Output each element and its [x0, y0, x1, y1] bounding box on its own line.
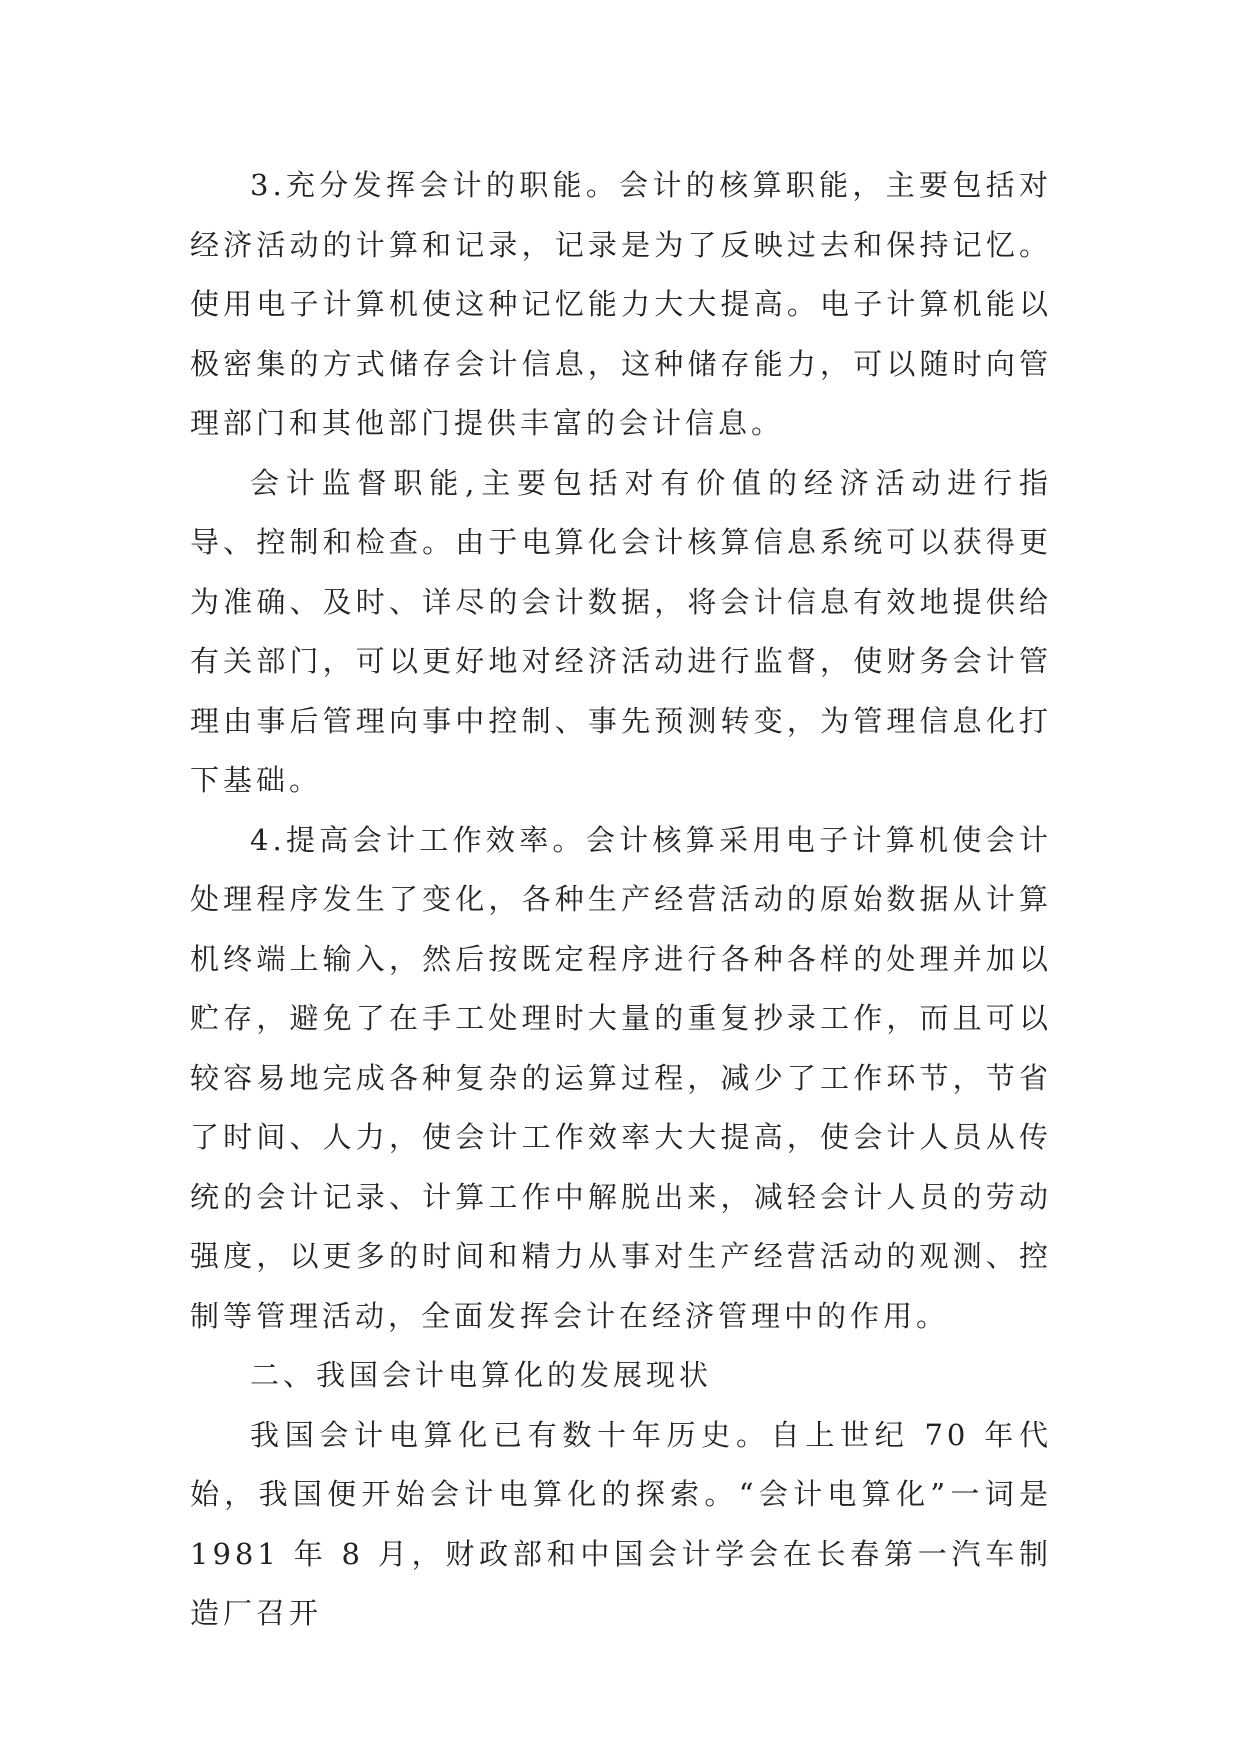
document-body: [190, 156, 1052, 1644]
paragraph-supervision-function: 会计监督职能,主要包括对有价值的经济活动进行指导、控制和检查。由于电算化会计核算信息系统可以获得更为准确、及时、详尽的会计数据，将会计信息有效地提供给有关部门，可以更好地对经济活动进行监督，使财务会计管理由事后管理向事中控制、事先预测转变，为管理信息化打下基础。: [190, 465, 1052, 797]
paragraph-work-efficiency: 4.提高会计工作效率。会计核算采用电子计算机使会计处理程序发生了变化，各种生产经营活动的原始数据从计算机终端上输入，然后按既定程序进行各种各样的处理并加以贮存，避免了在手工处理时大量的重复抄录工作，而且可以较容易地完成各种复杂的运算过程，减少了工作环节，节省了时间、人力，使会计工作效率大大提高，使会计人员从传统的会计记录、计算工作中解脱出来，减轻会计人员的劳动强度，以更多的时间和精力从事对生产经营活动的观测、控制等管理活动，全面发挥会计在经济管理中的作用。: [190, 822, 1052, 1333]
section-heading: 二、我国会计电算化的发展现状: [250, 1358, 713, 1392]
paragraph-accounting-functions: 3.充分发挥会计的职能。会计的核算职能，主要包括对经济活动的计算和记录，记录是为了反映过去和保持记忆。使用电子计算机使这种记忆能力大大提高。电子计算机能以极密集的方式储存会计信息，这种储存能力，可以随时向管理部门和其他部门提供丰富的会计信息。: [190, 168, 1052, 440]
paragraph-development-history: 我国会计电算化已有数十年历史。自上世纪 70 年代始，我国便开始会计电算化的探索。“会计电算化”一词是 1981 年 8 月，财政部和中国会计学会在长春第一汽车制造厂召开: [190, 1417, 1052, 1630]
